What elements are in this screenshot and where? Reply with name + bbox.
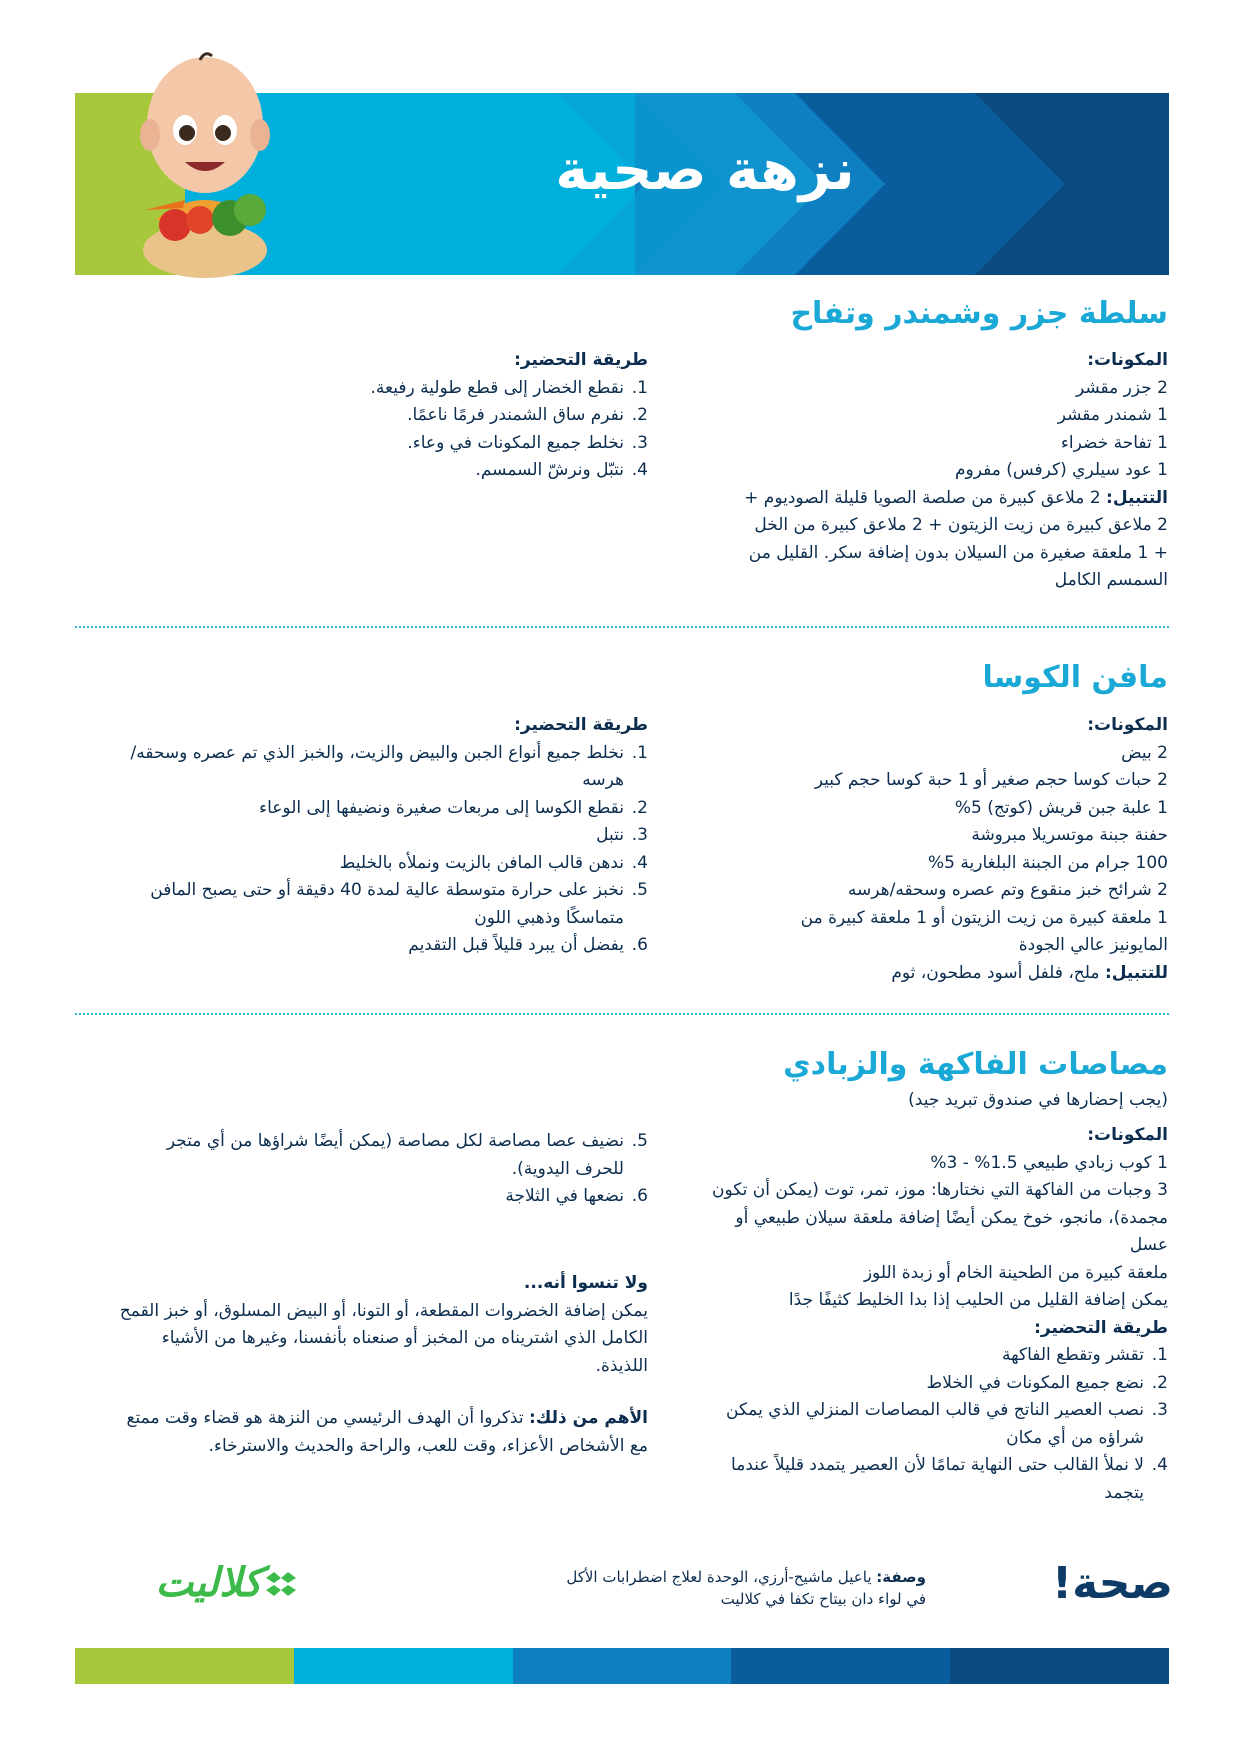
method-step: 1. نخلط جميع أنواع الجبن والبيض والزيت، والخبز الذي تم عصره وسحقه/هرسه xyxy=(98,740,624,795)
ingredient-item: 3 وجبات من الفاكهة التي نختارها: موز، تمر، توت (يمكن أن تكون مجمدة)، مانجو، خوخ يمكن أيضًا إضافة ملعقة سيلان طبيعي أو عسل xyxy=(711,1180,1168,1255)
step-number: 1. xyxy=(1151,1345,1168,1365)
method-label: طريقة التحضير: xyxy=(514,350,648,370)
method-step: 4. لا نملأ القالب حتى النهاية تمامًا لأن العصير يتمدد قليلاً عندما يتجمد xyxy=(698,1452,1144,1507)
salad-method xyxy=(208,347,648,485)
method-step: 3. نخلط جميع المكونات في وعاء. xyxy=(208,430,624,458)
most-important-label: الأهم من ذلك: xyxy=(529,1408,648,1428)
step-number: 4. xyxy=(631,460,648,480)
step-number: 2. xyxy=(1151,1372,1168,1393)
tips-dont-forget xyxy=(118,1270,648,1380)
ingredients-label: المكونات: xyxy=(1087,1125,1168,1145)
footer-color-bar xyxy=(75,1648,1169,1684)
recipe-title-salad: سلطة جزر وشمندر وتفاح xyxy=(790,296,1168,331)
seasoning-label: التتبيل: xyxy=(1106,487,1168,508)
most-important-text: تذكروا أن الهدف الرئيسي من النزهة هو قضاء وقت ممتع مع الأشخاص الأعزاء، وقت للعب، والراحة والحديث والاسترخاء. xyxy=(126,1408,648,1456)
ingredients-label: المكونات: xyxy=(1087,715,1168,735)
step-number: 5. xyxy=(631,880,648,900)
method-step: 4. نتبّل ونرشّ السمسم. xyxy=(208,457,624,485)
step-number: 2. xyxy=(631,797,648,818)
ingredient-item: ملعقة كبيرة من الطحينة الخام أو زبدة اللوز xyxy=(863,1262,1168,1283)
ingredient-item: 1 تفاحة خضراء xyxy=(1060,432,1168,453)
ingredient-item: 2 جزر مقشر xyxy=(1076,377,1168,398)
step-number: 4. xyxy=(1151,1455,1168,1475)
recipe-title-muffin: مافن الكوسا xyxy=(982,660,1168,695)
ingredient-item: يمكن إضافة القليل من الحليب إذا بدا الخليط كثيفًا جدًا xyxy=(788,1290,1168,1310)
method-step: 5. نخبز على حرارة متوسطة عالية لمدة 40 دقيقة أو حتى يصبح المافن متماسكًا وذهبي اللون xyxy=(98,877,624,932)
step-number: 4. xyxy=(631,852,648,873)
ingredient-item: 2 شرائح خبز منقوع وتم عصره وسحقه/هرسه xyxy=(847,880,1168,900)
credit-line-2: في لواء دان بيتاح تكفا في كلاليت xyxy=(720,1590,926,1608)
method-step: 2. نضع جميع المكونات في الخلاط xyxy=(698,1370,1144,1398)
step-number: 3. xyxy=(1151,1400,1168,1420)
step-number: 1. xyxy=(631,377,648,398)
section-divider xyxy=(75,626,1169,628)
page-title: نزهة صحية xyxy=(555,138,855,203)
ingredient-item: 1 شمندر مقشر xyxy=(1057,405,1168,425)
seasoning-text xyxy=(738,485,1168,595)
sehha-logo-text: صحة! xyxy=(1052,1558,1173,1609)
footer-bar-segment xyxy=(294,1648,513,1684)
muffin-method xyxy=(98,712,648,960)
step-number: 3. xyxy=(631,432,648,453)
muffin-ingredients xyxy=(738,712,1168,987)
clalit-logo xyxy=(110,1560,300,1610)
footer-bar-segment xyxy=(513,1648,732,1684)
ingredient-item: 2 بيض xyxy=(1121,742,1168,763)
method-step: 1. نقطع الخضار إلى قطع طولية رفيعة. xyxy=(208,375,624,403)
ingredient-item: 2 حبات كوسا حجم صغير أو 1 حبة كوسا حجم كبير xyxy=(814,770,1168,790)
method-step: 6. يفضل أن يبرد قليلاً قبل التقديم xyxy=(98,932,624,960)
step-number: 6. xyxy=(631,1186,648,1206)
footer-bar-segment xyxy=(731,1648,950,1684)
ingredient-item: 1 ملعقة كبيرة من زيت الزيتون أو 1 ملعقة كبيرة من المايونيز عالي الجودة xyxy=(800,907,1168,955)
seasoning-value: ملح، فلفل أسود مطحون، ثوم xyxy=(891,962,1105,983)
clalit-logo-icon xyxy=(264,1568,298,1602)
credit-line-1: ياعيل ماشيح-أرزي، الوحدة لعلاج اضطرابات الأكل xyxy=(566,1568,877,1586)
clalit-logo-text: كلاليت xyxy=(155,1560,262,1606)
salad-ingredients xyxy=(738,347,1168,595)
dont-forget-text: يمكن إضافة الخضروات المقطعة، أو التونا، أو البيض المسلوق، أو خبز القمح الكامل الذي اشتريناه من المخبز أو صنعناه بأنفسنا، وغيرها من الأشياء اللذيذة. xyxy=(119,1300,648,1376)
recipe-credit xyxy=(466,1566,926,1610)
ingredient-item: حفنة جبنة موتسريلا مبروشة xyxy=(971,825,1168,845)
method-step: 2. نقطع الكوسا إلى مربعات صغيرة ونضيفها إلى الوعاء xyxy=(98,795,624,823)
credit-label: وصفة: xyxy=(876,1568,926,1586)
dont-forget-label: ولا تنسوا أنه... xyxy=(523,1273,648,1293)
ingredient-item: 1 عود سيلري (كرفس) مفروم xyxy=(955,460,1168,480)
recipe-title-popsicles: مصاصات الفاكهة والزبادي xyxy=(783,1047,1168,1082)
sehha-logo xyxy=(988,1558,1173,1609)
tips-most-important xyxy=(118,1405,648,1460)
step-number: 1. xyxy=(631,742,648,763)
method-label: طريقة التحضير: xyxy=(1034,1317,1168,1338)
recipe-subtitle: (يجب إحضارها في صندوق تبريد جيد) xyxy=(908,1090,1168,1110)
method-step: 1. تقشر وتقطع الفاكهة xyxy=(698,1342,1144,1370)
ingredients-label: المكونات: xyxy=(1087,350,1168,370)
method-step: 5. نضيف عصا مصاصة لكل مصاصة (يمكن أيضًا شراؤها من أي متجر للحرف اليدوية). xyxy=(118,1128,624,1183)
ingredient-item: 100 جرام من الجبنة البلغارية 5% xyxy=(928,852,1168,873)
popsicle-method-continued xyxy=(118,1128,648,1211)
seasoning-label: للتتبيل: xyxy=(1104,962,1168,983)
step-number: 3. xyxy=(631,825,648,845)
section-divider xyxy=(75,1013,1169,1015)
method-step: 3. نتبل xyxy=(98,822,624,850)
popsicle-ingredients xyxy=(698,1122,1168,1507)
method-label: طريقة التحضير: xyxy=(514,715,648,735)
seasoning-value: 2 ملاعق كبيرة من صلصة الصويا قليلة الصوديوم + 2 ملاعق كبيرة من زيت الزيتون + 2 ملاعق كبيرة من الخل + 1 ملعقة صغيرة من السيلان بدون إضافة سكر. القليل من السمسم الكامل xyxy=(744,487,1168,590)
method-step: 3. نصب العصير الناتج في قالب المصاصات المنزلي الذي يمكن شراؤه من أي مكان xyxy=(698,1397,1144,1452)
step-number: 5. xyxy=(631,1131,648,1151)
method-step: 4. ندهن قالب المافن بالزيت ونملأه بالخليط xyxy=(98,850,624,878)
seasoning-text xyxy=(738,960,1168,988)
footer-bar-segment xyxy=(950,1648,1169,1684)
ingredient-item: 1 كوب زبادي طبيعي 1.5% - 3% xyxy=(930,1152,1168,1173)
mascot-illustration xyxy=(130,50,280,280)
step-number: 2. xyxy=(631,405,648,425)
method-step: 2. نفرم ساق الشمندر فرمًا ناعمًا. xyxy=(208,402,624,430)
footer-bar-segment xyxy=(75,1648,294,1684)
ingredient-item: 1 علبة جبن قريش (كوتج) 5% xyxy=(954,797,1168,818)
method-step: 6. نضعها في الثلاجة xyxy=(118,1183,624,1211)
step-number: 6. xyxy=(631,935,648,955)
